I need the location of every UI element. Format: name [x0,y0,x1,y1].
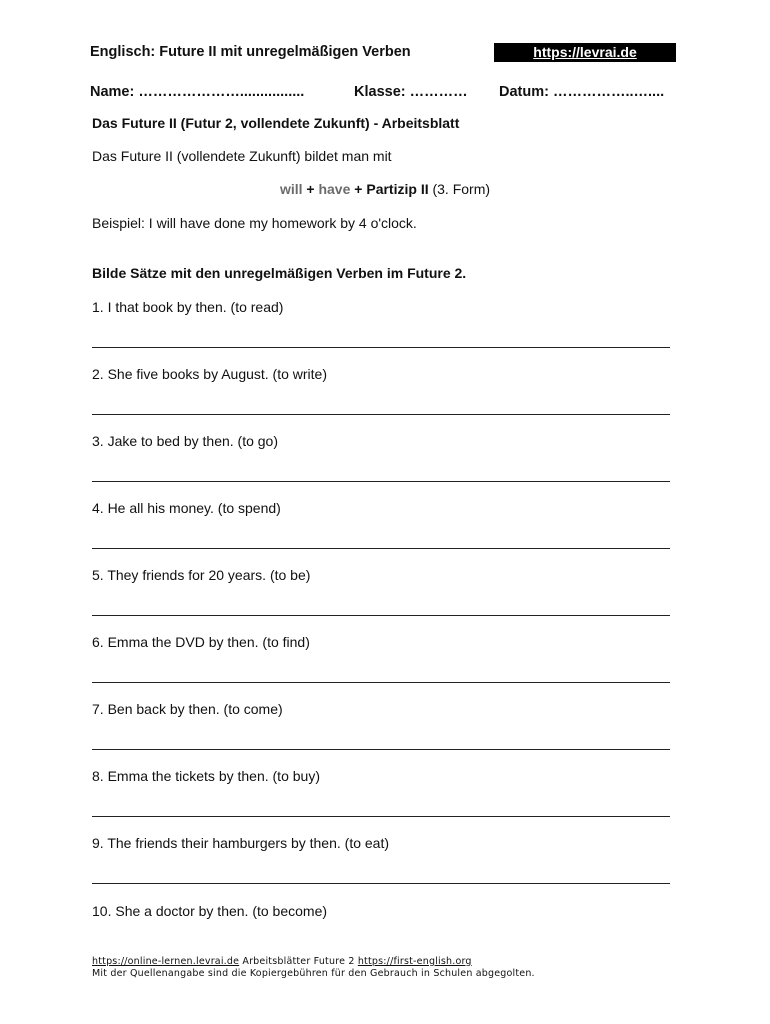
online-lernen-link[interactable]: https://online-lernen.levrai.de [92,956,240,967]
formula-plus: + [302,181,319,197]
footer-links-line [92,956,535,968]
formula [0,181,770,197]
worksheet-title: Englisch: Future II mit unregelmäßigen Verben [90,44,411,60]
question-item: 2. She five books by August. (to write) [92,366,328,382]
date-field: Datum: ……………..….... [499,84,665,100]
footer [92,956,535,980]
question-item: 1. I that book by then. (to read) [92,299,284,315]
question-item: 5. They friends for 20 years. (to be) [92,567,311,583]
question-item: 3. Jake to bed by then. (to go) [92,433,279,449]
formula-form: (3. Form) [428,181,491,197]
answer-line[interactable] [92,682,670,683]
answer-line[interactable] [92,615,670,616]
answer-line[interactable] [92,816,670,817]
answer-line[interactable] [92,548,670,549]
footer-note: Mit der Quellenangabe sind die Kopiergebühren für den Gebrauch in Schulen abgegolten. [92,968,535,979]
answer-line[interactable] [92,883,670,884]
formula-will: will [279,181,303,197]
example-sentence: Beispiel: I will have done my homework by 4 o'clock. [92,215,417,231]
sheet-heading: Das Future II (Futur 2, vollendete Zukunft) - Arbeitsblatt [92,115,460,131]
first-english-link[interactable]: https://first-english.org [357,956,472,967]
answer-line[interactable] [92,414,670,415]
question-item: 8. Emma the tickets by then. (to buy) [92,768,320,784]
question-item: 10. She a doctor by then. (to become) [92,903,328,919]
name-field: Name: …………………................ [90,84,305,100]
task-heading: Bilde Sätze mit den unregelmäßigen Verben im Future 2. [92,265,467,281]
question-item: 9. The friends their hamburgers by then. (to eat) [92,835,390,851]
formula-have: have [318,181,351,197]
answer-line[interactable] [92,749,670,750]
formula-plus: + [350,181,367,197]
answer-line[interactable] [92,347,670,348]
intro-text: Das Future II (vollendete Zukunft) bildet man mit [92,148,392,164]
levrai-link[interactable]: https://levrai.de [494,43,676,62]
question-item: 6. Emma the DVD by then. (to find) [92,634,310,650]
class-field: Klasse: ………… [354,84,468,100]
formula-partizip: Partizip II [366,181,429,197]
question-item: 4. He all his money. (to spend) [92,500,281,516]
footer-middle-text: Arbeitsblätter Future 2 [239,956,358,967]
question-item: 7. Ben back by then. (to come) [92,701,283,717]
answer-line[interactable] [92,481,670,482]
